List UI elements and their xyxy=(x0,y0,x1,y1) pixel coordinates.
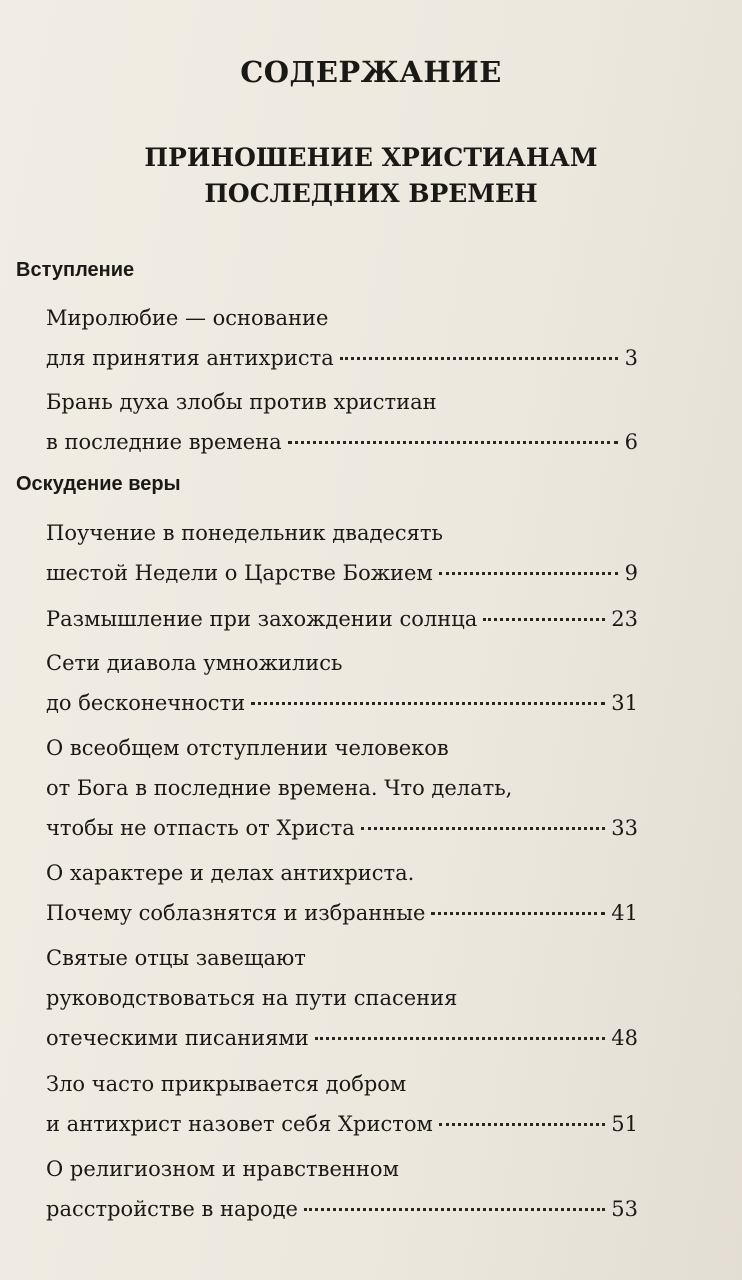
page-number: 51 xyxy=(611,1112,638,1136)
toc-entry-line: до бесконечности xyxy=(46,691,246,715)
dot-leader xyxy=(304,1208,605,1211)
toc-entry-line: Сети диавола умножились xyxy=(46,651,343,675)
toc-entry[interactable] xyxy=(46,853,638,933)
toc-entry-line: Миролюбие — основание xyxy=(46,306,329,330)
toc-entry-line: Почему соблазнятся и избранные xyxy=(46,901,426,925)
toc-entry[interactable] xyxy=(46,513,638,593)
toc-entry-line: О характере и делах антихриста. xyxy=(46,861,415,885)
part-title xyxy=(0,140,742,212)
part-title-line: ПРИНОШЕНИЕ ХРИСТИАНАМ xyxy=(144,143,598,172)
dot-leader xyxy=(483,618,605,621)
toc-entry[interactable] xyxy=(46,1064,638,1144)
page-number: 6 xyxy=(624,430,638,454)
toc-entry-line: чтобы не отпасть от Христа xyxy=(46,816,355,840)
toc-entry-line: расстройстве в народе xyxy=(46,1197,298,1221)
page-number: 33 xyxy=(611,816,638,840)
dot-leader xyxy=(340,357,618,360)
toc-entry-line: Зло часто прикрывается добром xyxy=(46,1072,407,1096)
dot-leader xyxy=(315,1037,606,1040)
page-number: 23 xyxy=(611,607,638,631)
toc-entry[interactable] xyxy=(46,643,638,723)
page-number: 41 xyxy=(611,901,638,925)
page-number: 9 xyxy=(624,561,638,585)
toc-entry[interactable] xyxy=(46,728,638,848)
part-title-line: ПОСЛЕДНИХ ВРЕМЕН xyxy=(204,179,538,208)
toc-entry-line: для принятия антихриста xyxy=(46,346,334,370)
toc-entry[interactable] xyxy=(46,938,638,1058)
page-number: 3 xyxy=(624,346,638,370)
dot-leader xyxy=(251,702,605,705)
page-number: 53 xyxy=(611,1197,638,1221)
toc-entry-line: от Бога в последние времена. Что делать, xyxy=(46,776,513,800)
dot-leader xyxy=(288,441,618,444)
toc-entry-line: и антихрист назовет себя Христом xyxy=(46,1112,433,1136)
dot-leader xyxy=(431,912,605,915)
section-heading: Вступление xyxy=(16,259,135,281)
page-number: 31 xyxy=(611,691,638,715)
section-heading: Оскудение веры xyxy=(16,473,181,495)
dot-leader xyxy=(361,827,606,830)
toc-entry-line: Святые отцы завещают xyxy=(46,946,306,970)
toc-entry-line: Брань духа злобы против христиан xyxy=(46,390,437,414)
page-title: СОДЕРЖАНИЕ xyxy=(240,55,502,89)
dot-leader xyxy=(439,1123,605,1126)
toc-entry-line: О всеобщем отступлении человеков xyxy=(46,736,449,760)
toc-entry-line: руководствоваться на пути спасения xyxy=(46,986,458,1010)
toc-entry-line: О религиозном и нравственном xyxy=(46,1157,399,1181)
toc-entry-line: шестой Недели о Царстве Божием xyxy=(46,561,433,585)
toc-entry[interactable] xyxy=(46,1149,638,1229)
toc-entry-line: в последние времена xyxy=(46,430,282,454)
toc-entry[interactable] xyxy=(46,599,638,639)
toc-entry-line: отеческими писаниями xyxy=(46,1026,309,1050)
dot-leader xyxy=(439,572,618,575)
toc-entry[interactable] xyxy=(46,382,638,462)
toc-entry-line: Размышление при захождении солнца xyxy=(46,607,478,631)
toc-entry[interactable] xyxy=(46,298,638,378)
toc-entry-line: Поучение в понедельник двадесять xyxy=(46,521,443,545)
page-number: 48 xyxy=(611,1026,638,1050)
